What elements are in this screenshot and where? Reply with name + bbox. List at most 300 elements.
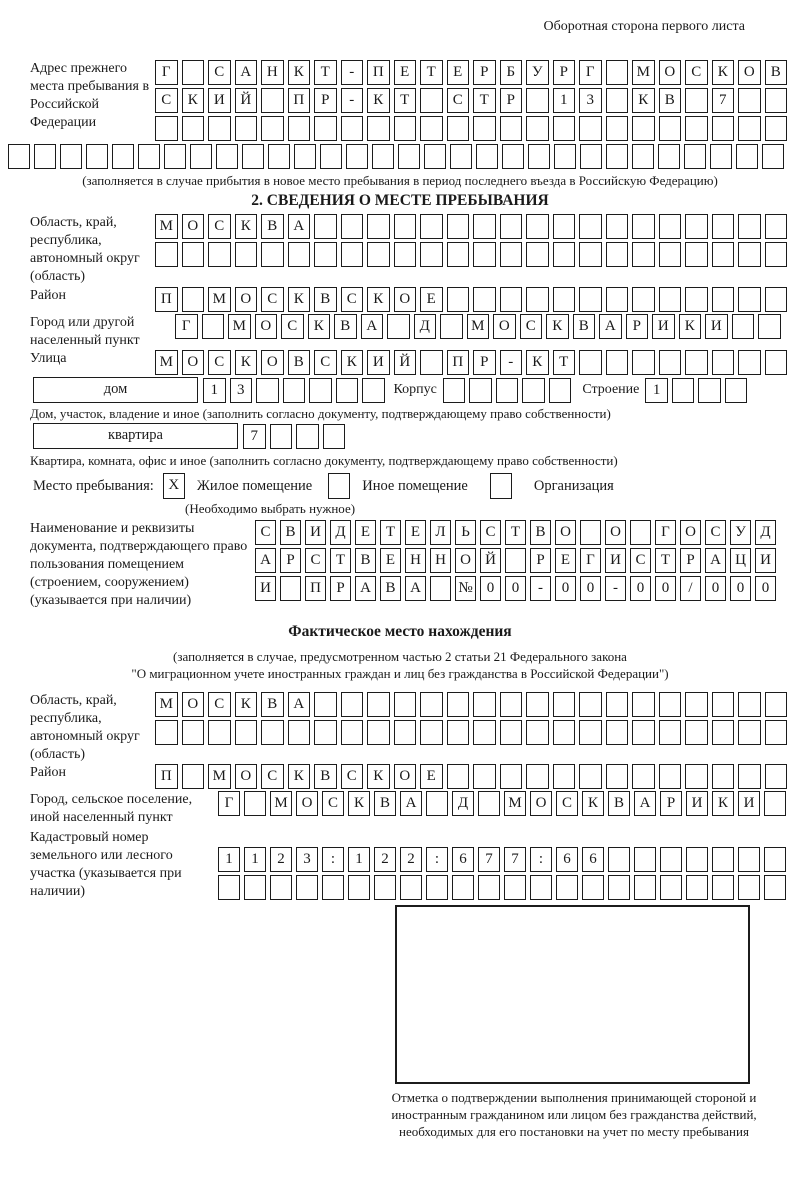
char-box[interactable]: Е — [420, 287, 443, 312]
char-box[interactable]: Р — [530, 548, 551, 573]
char-box[interactable]: М — [155, 214, 178, 239]
char-box[interactable] — [473, 287, 496, 312]
char-box[interactable]: С — [447, 88, 470, 113]
char-box[interactable]: В — [261, 214, 284, 239]
char-box[interactable] — [138, 144, 160, 169]
char-box[interactable]: Е — [380, 548, 401, 573]
char-box[interactable]: И — [705, 314, 728, 339]
char-box[interactable]: К — [367, 88, 390, 113]
char-box[interactable]: 7 — [478, 847, 500, 872]
char-box[interactable] — [336, 378, 359, 403]
char-box[interactable]: А — [705, 548, 726, 573]
char-box[interactable]: В — [280, 520, 301, 545]
char-box[interactable]: 1 — [553, 88, 576, 113]
char-box[interactable] — [528, 144, 550, 169]
char-box[interactable]: 7 — [243, 424, 266, 449]
char-box[interactable]: С — [281, 314, 304, 339]
char-box[interactable]: В — [314, 287, 337, 312]
char-box[interactable] — [430, 576, 451, 601]
char-box[interactable] — [473, 116, 496, 141]
char-box[interactable] — [394, 214, 417, 239]
char-box[interactable] — [634, 875, 656, 900]
char-box[interactable] — [580, 520, 601, 545]
char-box[interactable]: С — [314, 350, 337, 375]
char-box[interactable] — [394, 692, 417, 717]
char-box[interactable]: 7 — [504, 847, 526, 872]
char-box[interactable] — [764, 791, 786, 816]
char-box[interactable] — [346, 144, 368, 169]
char-box[interactable]: С — [305, 548, 326, 573]
char-box[interactable] — [394, 242, 417, 267]
char-box[interactable] — [314, 720, 337, 745]
char-box[interactable]: К — [679, 314, 702, 339]
char-box[interactable]: Е — [420, 764, 443, 789]
char-box[interactable] — [424, 144, 446, 169]
char-box[interactable] — [632, 720, 655, 745]
char-box[interactable]: М — [228, 314, 251, 339]
char-box[interactable]: В — [573, 314, 596, 339]
char-box[interactable] — [420, 116, 443, 141]
char-box[interactable]: М — [467, 314, 490, 339]
char-box[interactable]: Л — [430, 520, 451, 545]
char-box[interactable] — [765, 764, 788, 789]
char-box[interactable]: Г — [580, 548, 601, 573]
char-box[interactable] — [218, 875, 240, 900]
char-box[interactable] — [579, 214, 602, 239]
char-box[interactable] — [632, 287, 655, 312]
char-box[interactable] — [526, 116, 549, 141]
char-box[interactable] — [447, 692, 470, 717]
char-box[interactable]: / — [680, 576, 701, 601]
char-box[interactable]: Н — [430, 548, 451, 573]
char-box[interactable] — [8, 144, 30, 169]
char-box[interactable] — [526, 88, 549, 113]
char-box[interactable] — [685, 287, 708, 312]
char-box[interactable]: Е — [447, 60, 470, 85]
char-box[interactable]: М — [208, 764, 231, 789]
char-box[interactable] — [288, 116, 311, 141]
char-box[interactable] — [712, 875, 734, 900]
char-box[interactable] — [712, 847, 734, 872]
char-box[interactable]: 0 — [505, 576, 526, 601]
char-box[interactable] — [526, 764, 549, 789]
char-box[interactable]: - — [605, 576, 626, 601]
char-box[interactable]: В — [355, 548, 376, 573]
char-box[interactable]: Т — [380, 520, 401, 545]
char-box[interactable] — [296, 875, 318, 900]
char-box[interactable]: Й — [394, 350, 417, 375]
char-box[interactable]: О — [255, 314, 278, 339]
char-box[interactable] — [712, 350, 735, 375]
char-box[interactable]: 0 — [755, 576, 776, 601]
char-box[interactable]: Е — [555, 548, 576, 573]
char-box[interactable] — [632, 350, 655, 375]
char-box[interactable] — [202, 314, 225, 339]
char-box[interactable]: И — [738, 791, 760, 816]
char-box[interactable]: Д — [414, 314, 437, 339]
char-box[interactable]: С — [705, 520, 726, 545]
char-box[interactable]: П — [155, 764, 178, 789]
char-box[interactable]: И — [208, 88, 231, 113]
char-box[interactable] — [420, 692, 443, 717]
char-box[interactable] — [580, 144, 602, 169]
char-box[interactable] — [367, 116, 390, 141]
char-box[interactable] — [553, 287, 576, 312]
char-box[interactable] — [659, 764, 682, 789]
char-box[interactable]: 1 — [244, 847, 266, 872]
char-box[interactable] — [164, 144, 186, 169]
char-box[interactable]: Р — [330, 576, 351, 601]
char-box[interactable]: В — [261, 692, 284, 717]
char-box[interactable]: А — [235, 60, 258, 85]
char-box[interactable] — [473, 242, 496, 267]
char-box[interactable] — [712, 287, 735, 312]
char-box[interactable] — [155, 242, 178, 267]
char-box[interactable]: 0 — [580, 576, 601, 601]
char-box[interactable] — [182, 242, 205, 267]
char-box[interactable] — [505, 548, 526, 573]
char-box[interactable] — [398, 144, 420, 169]
char-box[interactable]: Р — [473, 60, 496, 85]
char-box[interactable] — [314, 214, 337, 239]
char-box[interactable] — [553, 764, 576, 789]
char-box[interactable]: О — [738, 60, 761, 85]
char-box[interactable] — [758, 314, 781, 339]
char-box[interactable]: А — [634, 791, 656, 816]
char-box[interactable] — [450, 144, 472, 169]
char-box[interactable] — [608, 847, 630, 872]
char-box[interactable]: У — [730, 520, 751, 545]
char-box[interactable] — [268, 144, 290, 169]
char-box[interactable]: К — [712, 791, 734, 816]
char-box[interactable] — [659, 692, 682, 717]
char-box[interactable] — [632, 692, 655, 717]
char-box[interactable] — [526, 287, 549, 312]
char-box[interactable] — [473, 214, 496, 239]
char-box[interactable]: С — [630, 548, 651, 573]
char-box[interactable]: К — [341, 350, 364, 375]
char-box[interactable] — [732, 314, 755, 339]
checkbox-other-premises[interactable] — [328, 473, 350, 499]
char-box[interactable] — [632, 764, 655, 789]
char-box[interactable] — [367, 720, 390, 745]
char-box[interactable] — [447, 242, 470, 267]
char-box[interactable] — [420, 720, 443, 745]
char-box[interactable]: У — [526, 60, 549, 85]
char-box[interactable] — [632, 214, 655, 239]
char-box[interactable] — [242, 144, 264, 169]
char-box[interactable] — [261, 720, 284, 745]
char-box[interactable] — [606, 214, 629, 239]
char-box[interactable]: Р — [473, 350, 496, 375]
char-box[interactable]: № — [455, 576, 476, 601]
char-box[interactable]: Н — [261, 60, 284, 85]
char-box[interactable] — [500, 720, 523, 745]
char-box[interactable]: 7 — [712, 88, 735, 113]
char-box[interactable]: О — [394, 764, 417, 789]
char-box[interactable] — [270, 875, 292, 900]
char-box[interactable] — [469, 378, 492, 403]
char-box[interactable]: М — [155, 350, 178, 375]
char-box[interactable] — [526, 720, 549, 745]
char-box[interactable] — [182, 720, 205, 745]
char-box[interactable] — [710, 144, 732, 169]
char-box[interactable] — [553, 720, 576, 745]
char-box[interactable] — [182, 60, 205, 85]
char-box[interactable]: К — [582, 791, 604, 816]
char-box[interactable] — [112, 144, 134, 169]
char-box[interactable] — [685, 88, 708, 113]
char-box[interactable] — [556, 875, 578, 900]
char-box[interactable] — [447, 116, 470, 141]
char-box[interactable]: К — [526, 350, 549, 375]
char-box[interactable] — [208, 242, 231, 267]
char-box[interactable]: Д — [452, 791, 474, 816]
char-box[interactable]: 0 — [555, 576, 576, 601]
char-box[interactable] — [686, 875, 708, 900]
char-box[interactable] — [320, 144, 342, 169]
char-box[interactable]: В — [380, 576, 401, 601]
char-box[interactable] — [526, 214, 549, 239]
char-box[interactable]: С — [208, 214, 231, 239]
char-box[interactable]: 6 — [582, 847, 604, 872]
char-box[interactable]: Н — [405, 548, 426, 573]
char-box[interactable] — [579, 764, 602, 789]
char-box[interactable]: К — [367, 764, 390, 789]
char-box[interactable] — [190, 144, 212, 169]
char-box[interactable]: И — [305, 520, 326, 545]
char-box[interactable] — [632, 116, 655, 141]
char-box[interactable]: Е — [405, 520, 426, 545]
char-box[interactable] — [553, 242, 576, 267]
char-box[interactable]: Р — [660, 791, 682, 816]
char-box[interactable]: Г — [175, 314, 198, 339]
char-box[interactable]: Й — [480, 548, 501, 573]
char-box[interactable] — [341, 692, 364, 717]
char-box[interactable]: О — [235, 287, 258, 312]
char-box[interactable] — [685, 692, 708, 717]
char-box[interactable] — [244, 791, 266, 816]
char-box[interactable] — [738, 116, 761, 141]
char-box[interactable]: Б — [500, 60, 523, 85]
char-box[interactable]: А — [361, 314, 384, 339]
char-box[interactable] — [526, 242, 549, 267]
char-box[interactable]: С — [341, 287, 364, 312]
char-box[interactable]: О — [235, 764, 258, 789]
char-box[interactable]: В — [288, 350, 311, 375]
char-box[interactable]: 3 — [230, 378, 253, 403]
char-box[interactable] — [261, 88, 284, 113]
char-box[interactable]: С — [556, 791, 578, 816]
char-box[interactable]: Т — [553, 350, 576, 375]
char-box[interactable] — [500, 287, 523, 312]
char-box[interactable] — [394, 720, 417, 745]
char-box[interactable] — [473, 764, 496, 789]
char-box[interactable] — [367, 692, 390, 717]
char-box[interactable]: О — [680, 520, 701, 545]
char-box[interactable]: 3 — [296, 847, 318, 872]
char-box[interactable]: О — [659, 60, 682, 85]
char-box[interactable]: К — [546, 314, 569, 339]
char-box[interactable] — [553, 692, 576, 717]
char-box[interactable]: С — [480, 520, 501, 545]
char-box[interactable] — [452, 875, 474, 900]
char-box[interactable] — [283, 378, 306, 403]
char-box[interactable] — [712, 214, 735, 239]
char-box[interactable] — [606, 116, 629, 141]
char-box[interactable] — [288, 242, 311, 267]
char-box[interactable] — [447, 287, 470, 312]
char-box[interactable] — [765, 287, 788, 312]
char-box[interactable]: Т — [394, 88, 417, 113]
char-box[interactable] — [765, 242, 788, 267]
char-box[interactable] — [426, 791, 448, 816]
char-box[interactable] — [712, 116, 735, 141]
char-box[interactable]: К — [288, 60, 311, 85]
char-box[interactable] — [296, 424, 319, 449]
char-box[interactable]: : — [322, 847, 344, 872]
char-box[interactable] — [270, 424, 293, 449]
char-box[interactable] — [208, 720, 231, 745]
char-box[interactable]: О — [261, 350, 284, 375]
char-box[interactable] — [367, 242, 390, 267]
char-box[interactable] — [341, 720, 364, 745]
char-box[interactable]: И — [367, 350, 390, 375]
char-box[interactable] — [314, 116, 337, 141]
char-box[interactable]: В — [374, 791, 396, 816]
char-box[interactable] — [698, 378, 721, 403]
char-box[interactable] — [261, 116, 284, 141]
char-box[interactable] — [764, 875, 786, 900]
char-box[interactable]: 0 — [630, 576, 651, 601]
char-box[interactable] — [341, 242, 364, 267]
char-box[interactable]: К — [712, 60, 735, 85]
char-box[interactable]: И — [755, 548, 776, 573]
char-box[interactable] — [500, 116, 523, 141]
char-box[interactable] — [420, 88, 443, 113]
char-box[interactable] — [478, 875, 500, 900]
char-box[interactable] — [738, 692, 761, 717]
char-box[interactable] — [579, 692, 602, 717]
char-box[interactable]: С — [685, 60, 708, 85]
char-box[interactable] — [579, 116, 602, 141]
char-box[interactable] — [738, 88, 761, 113]
char-box[interactable] — [685, 214, 708, 239]
char-box[interactable] — [686, 847, 708, 872]
char-box[interactable] — [443, 378, 466, 403]
char-box[interactable]: О — [555, 520, 576, 545]
char-box[interactable]: М — [504, 791, 526, 816]
char-box[interactable]: - — [500, 350, 523, 375]
char-box[interactable]: Р — [626, 314, 649, 339]
char-box[interactable] — [314, 692, 337, 717]
char-box[interactable]: И — [605, 548, 626, 573]
char-box[interactable]: О — [182, 214, 205, 239]
char-box[interactable] — [235, 116, 258, 141]
char-box[interactable]: - — [530, 576, 551, 601]
char-box[interactable] — [764, 847, 786, 872]
char-box[interactable] — [579, 720, 602, 745]
char-box[interactable] — [155, 720, 178, 745]
char-box[interactable] — [606, 764, 629, 789]
char-box[interactable] — [738, 214, 761, 239]
char-box[interactable]: И — [255, 576, 276, 601]
char-box[interactable] — [447, 720, 470, 745]
char-box[interactable] — [553, 214, 576, 239]
char-box[interactable] — [659, 720, 682, 745]
char-box[interactable]: Т — [330, 548, 351, 573]
char-box[interactable]: О — [455, 548, 476, 573]
char-box[interactable] — [256, 378, 279, 403]
char-box[interactable] — [362, 378, 385, 403]
char-box[interactable]: 6 — [452, 847, 474, 872]
char-box[interactable] — [606, 350, 629, 375]
char-box[interactable]: К — [308, 314, 331, 339]
char-box[interactable] — [496, 378, 519, 403]
char-box[interactable] — [659, 242, 682, 267]
char-box[interactable] — [341, 214, 364, 239]
char-box[interactable]: О — [182, 692, 205, 717]
char-box[interactable]: В — [334, 314, 357, 339]
char-box[interactable] — [685, 350, 708, 375]
char-box[interactable]: В — [608, 791, 630, 816]
char-box[interactable] — [765, 350, 788, 375]
char-box[interactable]: А — [405, 576, 426, 601]
char-box[interactable] — [473, 692, 496, 717]
char-box[interactable]: С — [208, 60, 231, 85]
char-box[interactable] — [660, 847, 682, 872]
char-box[interactable] — [447, 764, 470, 789]
char-box[interactable] — [549, 378, 572, 403]
char-box[interactable]: К — [235, 350, 258, 375]
char-box[interactable]: К — [288, 287, 311, 312]
char-box[interactable] — [522, 378, 545, 403]
char-box[interactable] — [738, 350, 761, 375]
char-box[interactable] — [426, 875, 448, 900]
char-box[interactable]: П — [447, 350, 470, 375]
char-box[interactable]: Р — [553, 60, 576, 85]
char-box[interactable] — [420, 350, 443, 375]
char-box[interactable] — [394, 116, 417, 141]
char-box[interactable]: 0 — [730, 576, 751, 601]
char-box[interactable]: М — [632, 60, 655, 85]
char-box[interactable]: П — [367, 60, 390, 85]
char-box[interactable]: 1 — [348, 847, 370, 872]
char-box[interactable] — [182, 116, 205, 141]
char-box[interactable]: 2 — [270, 847, 292, 872]
char-box[interactable] — [658, 144, 680, 169]
char-box[interactable] — [553, 116, 576, 141]
char-box[interactable] — [606, 692, 629, 717]
char-box[interactable] — [684, 144, 706, 169]
char-box[interactable]: Г — [218, 791, 240, 816]
checkbox-residential[interactable]: X — [163, 473, 185, 499]
char-box[interactable] — [341, 116, 364, 141]
char-box[interactable] — [447, 214, 470, 239]
char-box[interactable] — [155, 116, 178, 141]
char-box[interactable] — [765, 116, 788, 141]
char-box[interactable] — [526, 692, 549, 717]
char-box[interactable]: С — [155, 88, 178, 113]
char-box[interactable]: Г — [655, 520, 676, 545]
char-box[interactable]: П — [288, 88, 311, 113]
char-box[interactable] — [765, 88, 788, 113]
char-box[interactable]: Р — [500, 88, 523, 113]
char-box[interactable] — [632, 144, 654, 169]
char-box[interactable]: С — [261, 287, 284, 312]
char-box[interactable]: Ц — [730, 548, 751, 573]
char-box[interactable] — [476, 144, 498, 169]
